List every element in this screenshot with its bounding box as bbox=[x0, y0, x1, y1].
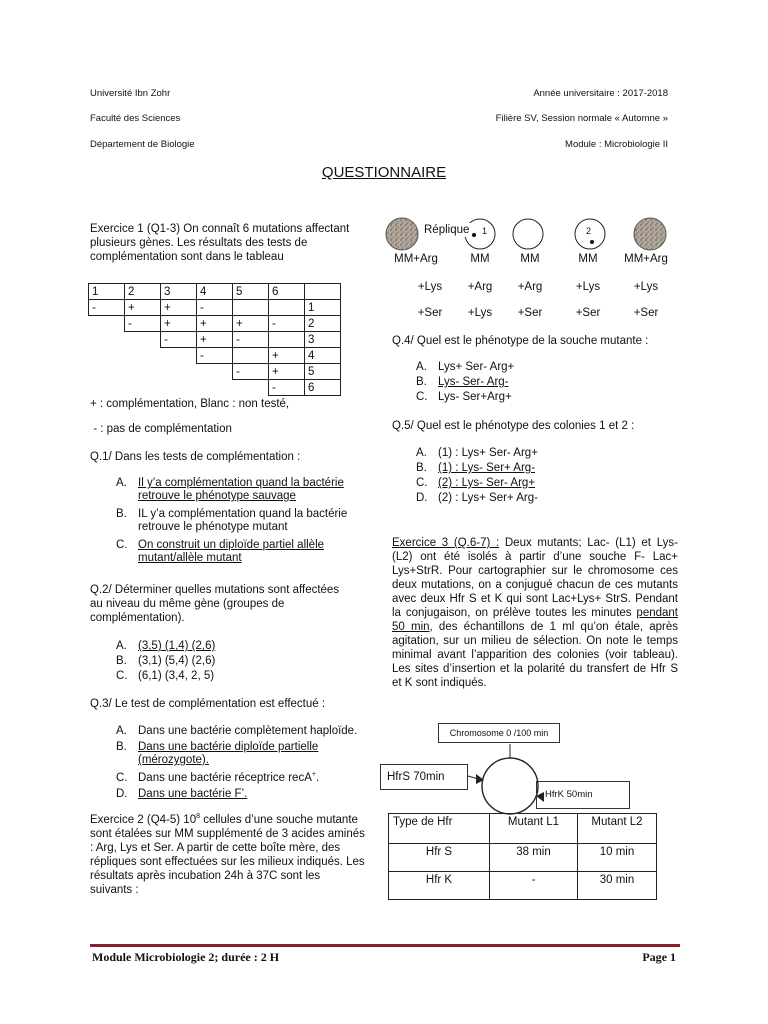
table-header-cell: 5 bbox=[233, 284, 269, 300]
complementation-table bbox=[88, 283, 341, 396]
table-header-cell: 2 bbox=[125, 284, 161, 300]
q2-question: Q.2/ Déterminer quelles mutations sont affectées au niveau du même gène (groupes de complémentation). bbox=[90, 584, 340, 624]
department-name: Département de Biologie bbox=[90, 139, 195, 150]
table-row: - + - 3 bbox=[89, 332, 341, 348]
footer-page-number: Page 1 bbox=[642, 950, 676, 964]
q4-option-a[interactable]: A. Lys+ Ser- Arg+ bbox=[416, 361, 515, 373]
q5-option-d[interactable]: D. (2) : Lys+ Ser+ Arg- bbox=[416, 492, 538, 504]
table-row: - + + - 1 bbox=[89, 300, 341, 316]
colony-2-dot bbox=[590, 240, 594, 244]
legend-complementation: + : complémentation, Blanc : non testé, bbox=[90, 398, 290, 410]
q4-option-b[interactable]: B. Lys- Ser- Arg- bbox=[416, 376, 509, 388]
hfr-mapping-table bbox=[388, 813, 657, 900]
table-row: - + + + - 2 bbox=[89, 316, 341, 332]
table-row: - 6 bbox=[89, 380, 341, 396]
q2-option-c[interactable]: C. (6,1) (3,4, 2, 5) bbox=[116, 670, 215, 682]
faculty-name: Faculté des Sciences bbox=[90, 113, 181, 124]
chromosome-label-box: Chromosome 0 /100 min bbox=[438, 723, 560, 743]
plate-col-5: MM+Arg +Lys +Ser bbox=[624, 253, 668, 319]
exercise-3-text: Exercice 3 (Q.6-7) : Deux mutants; Lac- (L1) et Lys- (L2) ont été isolés à partir d’une souche F- Lac+ Lys+StrR. Pour cartographier sur le chromosome ces deux mutations, on a conjugué chacun de ces mutants avec deux Hfr S et K qui sont Lac+Lys+ StrS. Pendant la conjugaison, on prélève toutes les minutes pendant 50 min, des échantillons de 1 ml qu’on étale, après agitation, sur un milieu de sélection. On note le temps minimal avant l’apparition des colonies (voir tableau). Les sites d’insertion et la polarité du transfert de Hfr S et K sont indiqués. bbox=[392, 537, 678, 689]
table-header-cell: 4 bbox=[197, 284, 233, 300]
plate-col-3: MM +Arg +Ser bbox=[517, 253, 543, 319]
plate-col-4: MM +Lys +Ser bbox=[575, 253, 601, 319]
q5-option-b[interactable]: B. (1) : Lys- Ser+ Arg- bbox=[416, 462, 536, 474]
q1-option-a[interactable]: A. Il y’a complémentation quand la bactérie retrouve le phénotype sauvage bbox=[116, 477, 344, 502]
q3-option-c[interactable]: C. Dans une bactérie réceptrice recA+. bbox=[116, 771, 320, 784]
q1-question: Q.1/ Dans les tests de complémentation : bbox=[90, 451, 301, 463]
table-header-cell: 1 bbox=[89, 284, 125, 300]
q5-question: Q.5/ Quel est le phénotype des colonies 1 et 2 : bbox=[392, 420, 635, 432]
replica-label: Réplique bbox=[424, 224, 470, 236]
table-row: Hfr K - 30 min bbox=[389, 872, 657, 900]
q5-option-c[interactable]: C. (2) : Lys- Ser- Arg+ bbox=[416, 477, 536, 489]
control-plate-icon bbox=[634, 218, 666, 250]
q4-option-c[interactable]: C. Lys- Ser+Arg+ bbox=[416, 391, 512, 403]
table-header-cell: Type de Hfr bbox=[389, 814, 490, 844]
q3-option-b[interactable]: B. Dans une bactérie diploïde partielle (mérozygote). bbox=[116, 741, 319, 766]
exercise-2-intro: Exercice 2 (Q4-5) $10^8$ cellules d’une souche mutante sont étalées sur MM supplémenté de 3 acides aminés : Arg, Lys et Ser. A partir de cette boîte mère, des répliques sont effectuées sur les milieux indiqués. Les résultats après incubation 24h à 37C sont les suivants : bbox=[90, 813, 365, 896]
table-row: - + 5 bbox=[89, 364, 341, 380]
footer-divider bbox=[90, 944, 680, 947]
university-name: Université Ibn Zohr bbox=[90, 88, 171, 99]
table-header-cell: Mutant L2 bbox=[578, 814, 657, 844]
colony-2-label: 2 bbox=[586, 226, 592, 236]
q3-question: Q.3/ Le test de complémentation est effectué : bbox=[90, 698, 326, 710]
colony-1-dot bbox=[472, 233, 476, 237]
q1-option-b[interactable]: B. IL y’a complémentation quand la bactérie retrouve le phénotype mutant bbox=[116, 508, 348, 533]
q3-option-a[interactable]: A. Dans une bactérie complètement haploïde. bbox=[116, 725, 358, 737]
exercise-1-intro: Exercice 1 (Q1-3) On connaît 6 mutations affectant plusieurs gènes. Les résultats des tests de complémentation sont dans le tableau bbox=[90, 223, 350, 263]
table-header-cell: 6 bbox=[269, 284, 305, 300]
session-info: Filière SV, Session normale « Automne » bbox=[495, 113, 668, 124]
colony-1-label: 1 bbox=[482, 226, 488, 236]
table-header-cell: Mutant L1 bbox=[490, 814, 578, 844]
page-title: QUESTIONNAIRE bbox=[321, 164, 447, 181]
footer-module: Module Microbiologie 2; durée : 2 H bbox=[92, 950, 280, 964]
module-name: Module : Microbiologie II bbox=[565, 139, 668, 150]
plate-mm-arg-lys-icon bbox=[513, 219, 543, 249]
q5-option-a[interactable]: A. (1) : Lys+ Ser- Arg+ bbox=[416, 447, 538, 459]
academic-year: Année universitaire : 2017-2018 bbox=[533, 88, 668, 99]
table-row: - + 4 bbox=[89, 348, 341, 364]
plate-col-2: MM +Arg +Lys bbox=[467, 253, 493, 319]
legend-no-complementation: - : pas de complémentation bbox=[90, 423, 232, 435]
q2-option-b[interactable]: B. (3,1) (5,4) (2,6) bbox=[116, 655, 216, 667]
plate-col-1: MM+Arg bbox=[394, 253, 438, 265]
q2-option-a[interactable]: A. (3,5) (1,4) (2,6) bbox=[116, 640, 216, 652]
hfrk-label-box: HfrK 50min bbox=[536, 781, 630, 809]
plate-col-1-supplements: +Lys +Ser bbox=[417, 281, 443, 319]
table-header-cell: 3 bbox=[161, 284, 197, 300]
hfrs-label-box: HfrS 70min bbox=[380, 764, 468, 790]
mother-plate-icon bbox=[386, 218, 418, 250]
q3-option-d[interactable]: D. Dans une bactérie F’. bbox=[116, 788, 248, 800]
q4-question: Q.4/ Quel est le phénotype de la souche mutante : bbox=[392, 335, 649, 347]
q1-option-c[interactable]: C. On construit un diploïde partiel allèle mutant/allèle mutant bbox=[116, 539, 325, 564]
table-row: Hfr S 38 min 10 min bbox=[389, 844, 657, 872]
